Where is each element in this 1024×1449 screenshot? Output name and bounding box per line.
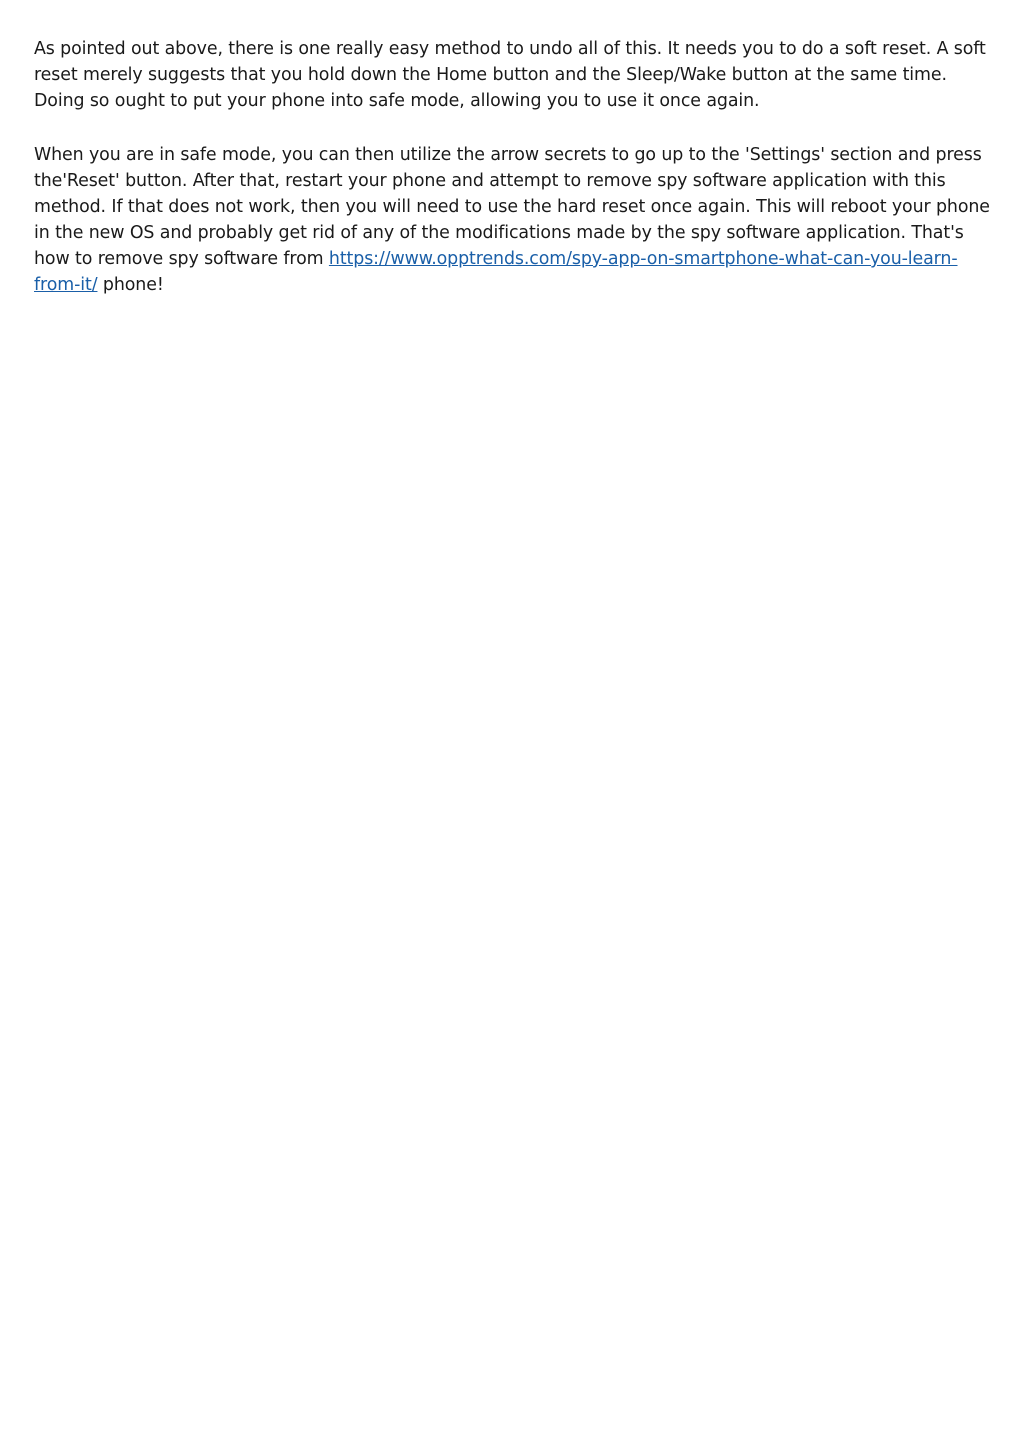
- paragraph-safe-mode-ending: phone!: [97, 275, 164, 295]
- paragraph-soft-reset: As pointed out above, there is one really easy method to undo all of this. It needs you to do a soft reset. A soft reset merely suggests that you hold down the Home button and the Sleep/Wake button at the same time. Doing so ought to put your phone into safe mode, allowing you to use it once again.: [34, 39, 986, 111]
- paragraph-safe-mode: [34, 142, 994, 298]
- document-page: [34, 36, 994, 326]
- opptrends-link[interactable]: https://www.opptrends.com/spy-app-on-smartphone-what-can-you-learn-from-it/: [34, 249, 958, 295]
- paragraph-safe-mode-text: When you are in safe mode, you can then utilize the arrow secrets to go up to the 'Settings' section and press the'Reset' button. After that, restart your phone and attempt to remove spy software application with this method. If that does not work, then you will need to use the hard reset once again. This will reboot your phone in the new OS and probably get rid of any of the modifications made by the spy software application. That's how to remove spy software from: [34, 145, 990, 269]
